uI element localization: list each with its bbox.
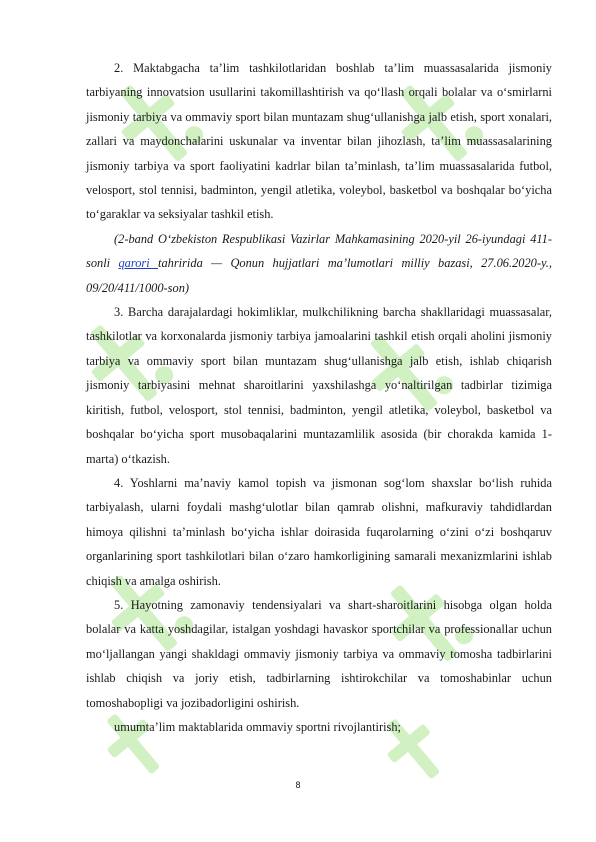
paragraph-3: 3. Barcha darajalardagi hokimliklar, mulkchilikning barcha shakllaridagi muassasalar, tashkilotlar va korxonalarda jismoniy tarbiya jamoalarini tashkil etish orqali aholini jismoniy tarbiya va ommaviy sport bilan muntazam shug‘ullanishga jalb etish, ishlab chiqarish jismoniy tarbiyasini mehnat sharoitlarini yaxshilashga yo‘naltirilgan tadbirlar tizimiga kiritish, futbol, velosport, stol tennisi, badminton, yengil atletika, voleybol, basketbol va boshqalar bo‘yicha sport musobaqalarini muntazamlilik asosida (bir chorakda kamida 1-marta) o‘tkazish.: [86, 305, 552, 466]
paragraph-5: 5. Hayotning zamonaviy tendensiyalari va shart-sharoitlarini hisobga olgan holda bolalar va katta yoshdagilar, istalgan yoshdagi havaskor sportchilar va professionallar uchun mo‘ljallangan yangi shakldagi ommaviy jismoniy tarbiya va ommaviy tomosha tadbirlarini ishlab chiqish va joriy etish, tadbirlarning ishtirokchilar va tomoshabinlar uchun tomoshabopligi va jozibadorligini oshirish.: [86, 597, 552, 710]
note-text-after: tahririda — Qonun hujjatlari ma’lumotlari milliy bazasi, 27.06.2020-y., 09/20/411/1000-son): [86, 256, 553, 295]
page-number: 8: [295, 780, 301, 790]
paragraph-2: 2. Maktabgacha ta’lim tashkilotlaridan boshlab ta’lim muassasalarida jismoniy tarbiyaning innovatsion usullarini takomillashtirish va qo‘llash orqali bolalar va o‘smirlarni jismoniy tarbiya va ommaviy sport bilan muntazam shug‘ullanishga jalb etish, sport xonalari, zallari va maydonchalarini uskunalar va inventar bilan jihozlash, ta’lim muassasalarining jismoniy tarbiya va sport faoliyatini kadrlar bilan ta’minlash, ta’lim muassasalarida futbol, velosport, stol tennisi, badminton, yengil atletika, voleybol, basketbol va boshqalar bo‘yicha to‘garaklar va seksiyalar tashkil etish.: [86, 61, 552, 222]
paragraph-4: 4. Yoshlarni ma’naviy kamol topish va jismonan sog‘lom shaxslar bo‘lish ruhida tarbiyalash, ularni foydali mashg‘ulotlar bilan qamrab olishni, mafkuraviy tahdidlardan himoya qilishni ta’minlash bo‘yicha ishlar doirasida fuqarolarning o‘zini o‘zi boshqaruv organlarining sport tashkilotlari bilan o‘zaro hamkorligining samarali mexanizmlarini ishlab chiqish va amalga oshirish.: [86, 475, 552, 588]
note-text-before: (2-band O‘zbekiston Respublikasi Vazirlar Mahkamasining 2020-yil 26-iyundagi 411-sonli: [86, 231, 552, 271]
list-item-sport: umumta’lim maktablarida ommaviy sportni rivojlantirish;: [114, 719, 401, 734]
amendment-note: [86, 227, 552, 300]
document-body: [86, 56, 552, 739]
qarori-link[interactable]: qarori: [118, 256, 159, 271]
